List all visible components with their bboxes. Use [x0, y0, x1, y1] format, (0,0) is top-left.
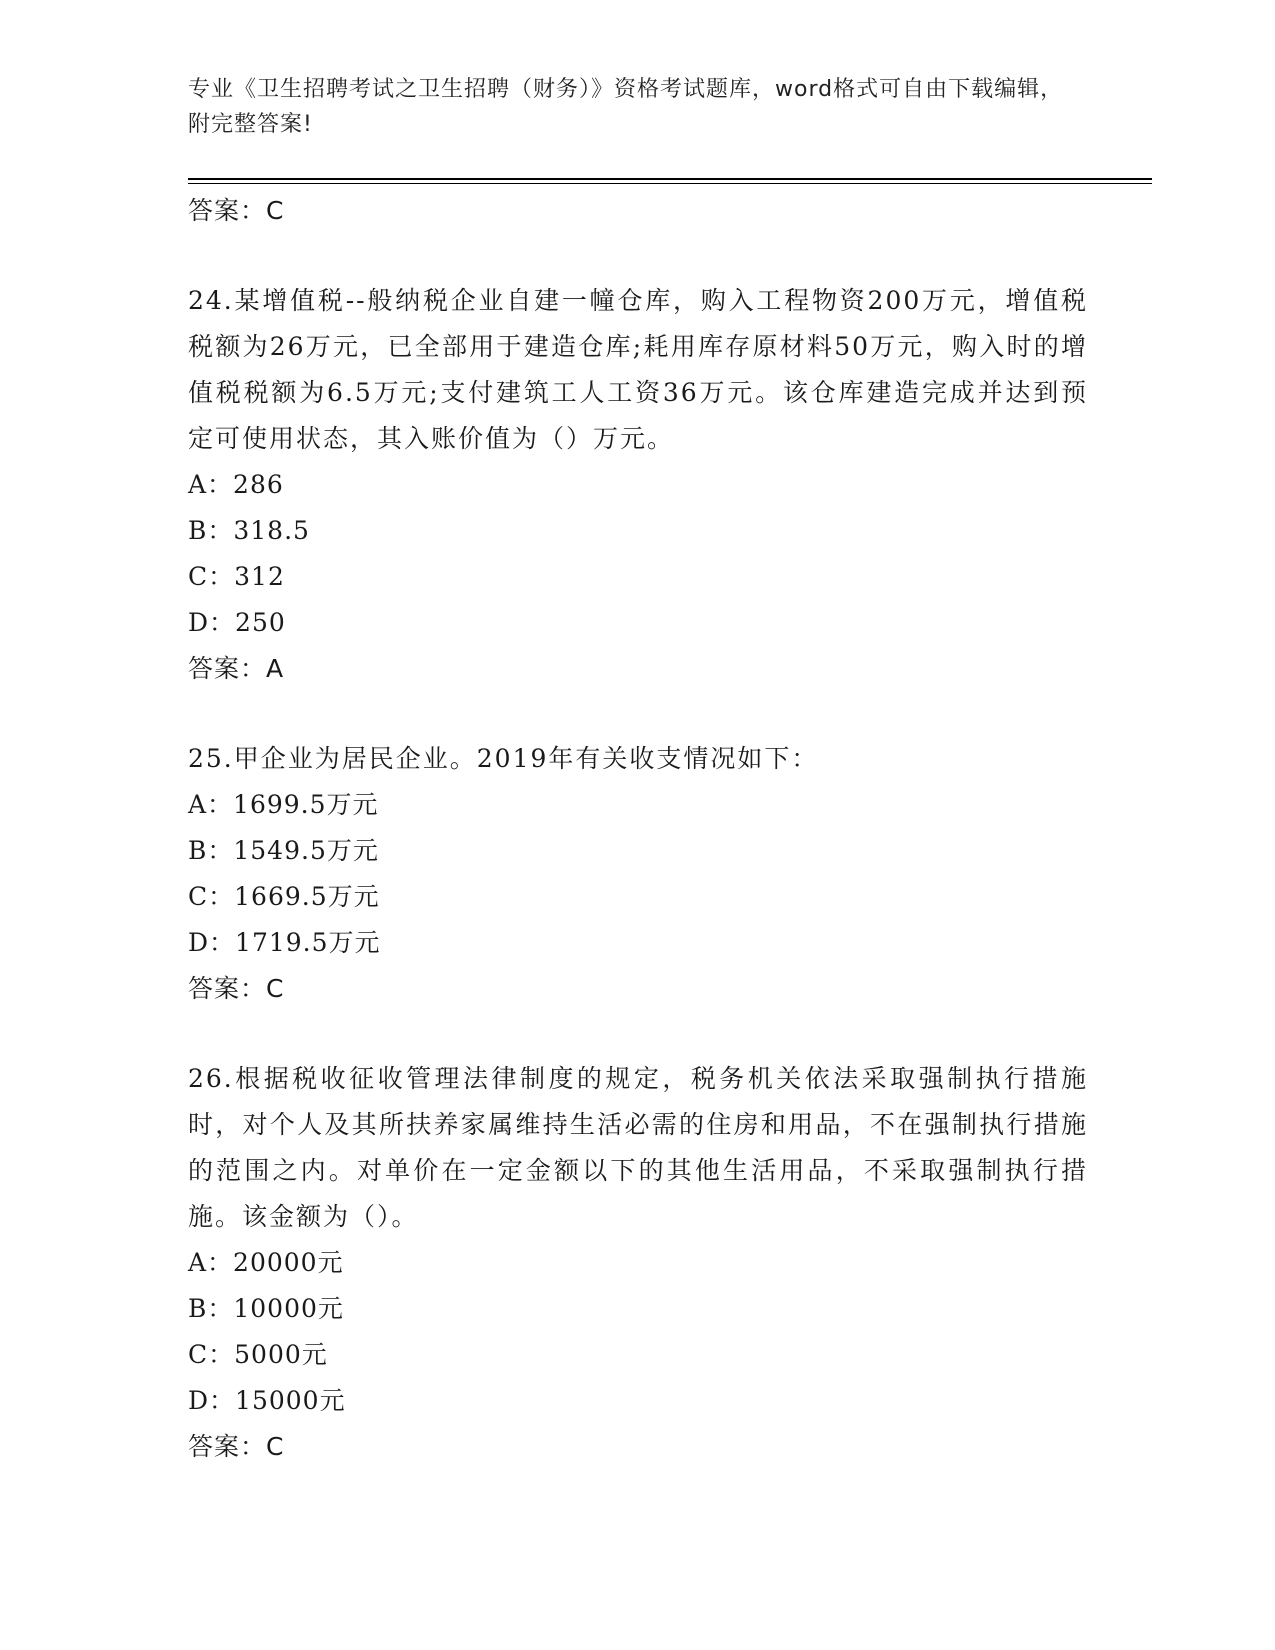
option-c: C：1669.5万元 [188, 882, 380, 911]
option-d: D：1719.5万元 [188, 928, 381, 957]
answer-line: 答案：A [188, 654, 285, 683]
question-26 [188, 1056, 1088, 1470]
answer-line: 答案：C [188, 1432, 285, 1461]
question-stem: 25.甲企业为居民企业。2019年有关收支情况如下： [188, 744, 819, 773]
option-d: D：250 [188, 608, 286, 637]
question-stem: 26.根据税收征收管理法律制度的规定，税务机关依法采取强制执行措施时，对个人及其所扶养家属维持生活必需的住房和用品，不在强制执行措施的范围之内。对单价在一定金额以下的其他生活用品，不采取强制执行措施。该金额为（）。 [188, 1064, 1088, 1231]
question-list [188, 188, 1088, 1470]
option-b: B：318.5 [188, 516, 310, 545]
option-c: C：312 [188, 562, 285, 591]
option-a: A：286 [188, 470, 284, 499]
question-25 [188, 736, 1088, 1012]
option-c: C：5000元 [188, 1340, 328, 1369]
question-stem: 24.某增值税--般纳税企业自建一幢仓库，购入工程物资200万元，增值税税额为26万元，已全部用于建造仓库;耗用库存原材料50万元，购入时的增值税税额为6.5万元;支付建筑工人工资36万元。该仓库建造完成并达到预定可使用状态，其入账价值为（）万元。 [188, 286, 1088, 453]
option-a: A：20000元 [188, 1248, 344, 1277]
header-rule-thick [188, 178, 1152, 180]
header-rule-thin [188, 183, 1152, 184]
option-b: B：10000元 [188, 1294, 344, 1323]
option-b: B：1549.5万元 [188, 836, 379, 865]
answer-line: 答案：C [188, 974, 285, 1003]
question-24 [188, 278, 1088, 692]
option-a: A：1699.5万元 [188, 790, 379, 819]
answer-line: 答案：C [188, 196, 285, 225]
document-header: 专业《卫生招聘考试之卫生招聘（财务）》资格考试题库，word格式可自由下载编辑，附完整答案! [188, 77, 1064, 137]
option-d: D：15000元 [188, 1386, 346, 1415]
